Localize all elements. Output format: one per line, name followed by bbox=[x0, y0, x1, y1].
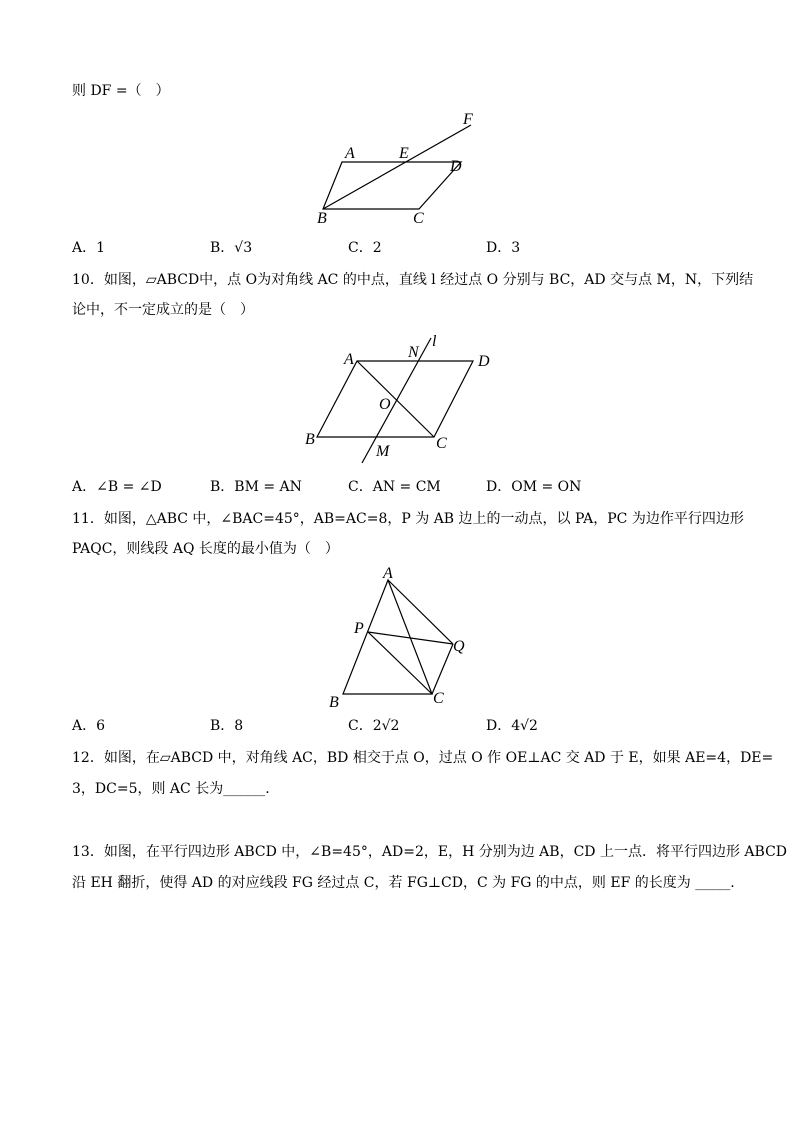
q12-stem-line2: 3，DC=5，则 AC 长为______. bbox=[72, 781, 270, 797]
q10-stem-line1: 10．如图，▱ABCD中，点 O为对角线 AC 的中点，直线 l 经过点 O 分别与 BC，AD 交与点 M，N，下列结 bbox=[72, 272, 754, 288]
q10-label-o: O bbox=[379, 396, 391, 413]
q9-label-e: E bbox=[399, 145, 409, 162]
q9-option-a[interactable]: A．1 bbox=[72, 240, 106, 256]
q10-option-a[interactable]: A．∠B = ∠D bbox=[72, 479, 162, 495]
q10-option-d[interactable]: D．OM = ON bbox=[486, 479, 582, 495]
q10-diagonal-ac bbox=[357, 361, 434, 437]
q11-option-b[interactable]: B．8 bbox=[210, 718, 244, 734]
q9-label-a: A bbox=[345, 145, 355, 162]
q10-line-l bbox=[362, 338, 431, 463]
q9-stem-tail: 则 DF =（ ） bbox=[72, 83, 170, 99]
q11-label-a: A bbox=[383, 565, 393, 582]
q11-option-c[interactable]: C．2√2 bbox=[348, 718, 400, 734]
q11-label-c: C bbox=[433, 690, 444, 707]
q10-label-a: A bbox=[344, 351, 354, 368]
q11-option-a[interactable]: A．6 bbox=[72, 718, 106, 734]
q10-figure bbox=[300, 332, 500, 467]
q12-stem-line1: 12．如图，在▱ABCD 中，对角线 AC，BD 相交于点 O，过点 O 作 OE⊥AC 交 AD 于 E，如果 AE=4，DE= bbox=[72, 750, 774, 766]
q11-segment-pq bbox=[368, 632, 453, 644]
q10-label-d: D bbox=[478, 353, 490, 370]
q11-stem-line2: PAQC，则线段 AQ 长度的最小值为（ ） bbox=[72, 541, 339, 557]
q11-figure bbox=[320, 565, 480, 710]
q11-option-d[interactable]: D．4√2 bbox=[486, 718, 538, 734]
q11-label-p: P bbox=[354, 620, 364, 637]
q11-label-b: B bbox=[329, 694, 339, 711]
q10-option-c[interactable]: C．AN = CM bbox=[348, 479, 441, 495]
q10-label-c: C bbox=[436, 435, 447, 452]
q11-segment-aq bbox=[388, 580, 453, 644]
q9-option-c[interactable]: C．2 bbox=[348, 240, 382, 256]
q10-label-b: B bbox=[305, 431, 315, 448]
q9-option-b[interactable]: B．√3 bbox=[210, 240, 253, 256]
q10-label-m: M bbox=[376, 443, 390, 460]
q10-stem-line2: 论中，不一定成立的是（ ） bbox=[72, 302, 254, 318]
q11-segment-pc bbox=[368, 632, 432, 694]
q9-option-d[interactable]: D．3 bbox=[486, 240, 521, 256]
q13-stem-line2: 沿 EH 翻折，使得 AD 的对应线段 FG 经过点 C，若 FG⊥CD，C 为 FG 的中点，则 EF 的长度为 _____. bbox=[72, 875, 735, 891]
q9-label-d: D bbox=[450, 158, 462, 175]
q9-label-c: C bbox=[413, 210, 424, 227]
q9-figure bbox=[300, 108, 500, 228]
q11-triangle-abc bbox=[343, 580, 432, 694]
q11-stem-line1: 11．如图，△ABC 中，∠BAC=45°，AB=AC=8，P 为 AB 边上的一动点，以 PA，PC 为边作平行四边形 bbox=[72, 511, 744, 527]
q10-label-n: N bbox=[408, 344, 419, 361]
q13-stem-line1: 13．如图，在平行四边形 ABCD 中，∠B=45°，AD=2，E，H 分别为边 AB，CD 上一点．将平行四边形 ABCD bbox=[72, 844, 788, 860]
q11-label-q: Q bbox=[453, 638, 465, 655]
q9-parallelogram bbox=[323, 162, 461, 209]
q10-label-l: l bbox=[432, 333, 437, 350]
q9-label-b: B bbox=[317, 210, 327, 227]
q10-option-b[interactable]: B．BM = AN bbox=[210, 479, 302, 495]
q9-line-bf bbox=[323, 125, 471, 209]
q11-segment-qc bbox=[432, 644, 453, 694]
q9-label-f: F bbox=[463, 111, 473, 128]
